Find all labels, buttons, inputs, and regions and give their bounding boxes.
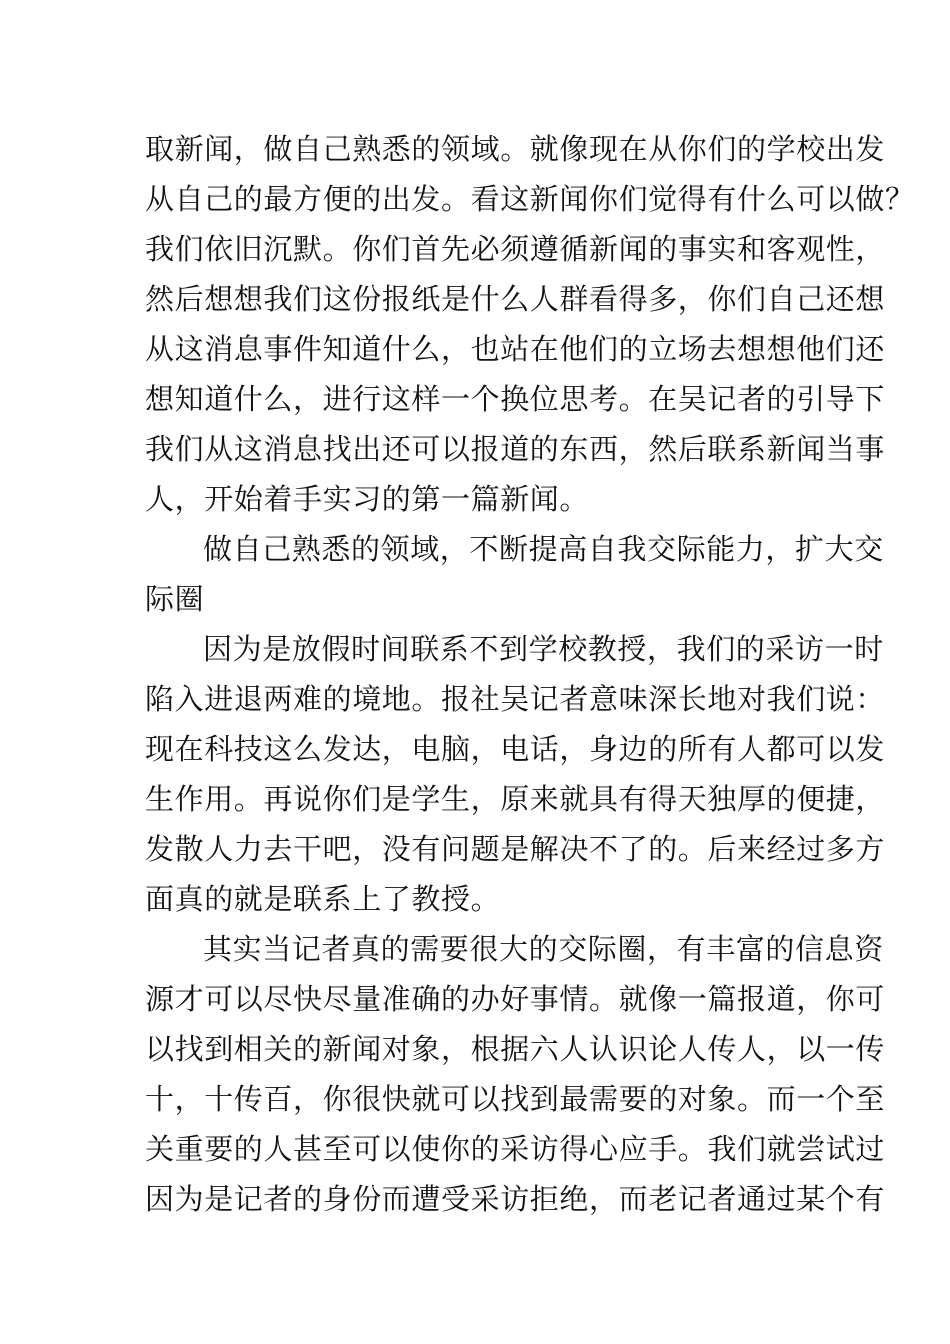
paragraph-4-line-5: 关重要的人甚至可以使你的采访得心应手。我们就尝试过: [145, 1132, 886, 1166]
paragraph-1-line-8: 人，开始着手实习的第一篇新闻。: [145, 482, 590, 516]
paragraph-3-line-6: 面真的就是联系上了教授。: [145, 882, 501, 916]
paragraph-3-line-1: 因为是放假时间联系不到学校教授，我们的采访一时: [203, 632, 884, 666]
paragraph-1-line-6: 想知道什么，进行这样一个换位思考。在吴记者的引导下: [145, 382, 886, 416]
paragraph-2-line-1: 做自己熟悉的领域，不断提高自我交际能力，扩大交: [203, 532, 884, 566]
paragraph-1-line-4: 然后想想我们这份报纸是什么人群看得多，你们自己还想: [145, 282, 886, 316]
paragraph-4-line-2: 源才可以尽快尽量准确的办好事情。就像一篇报道，你可: [145, 982, 886, 1016]
paragraph-2-line-2: 际圈: [145, 582, 205, 616]
paragraph-1-line-1: 取新闻，做自己熟悉的领域。就像现在从你们的学校出发: [145, 132, 886, 166]
paragraph-3-line-5: 发散人力去干吧，没有问题是解决不了的。后来经过多方: [145, 832, 886, 866]
paragraph-1-line-2: 从自己的最方便的出发。看这新闻你们觉得有什么可以做？: [145, 182, 915, 216]
paragraph-1-line-7: 我们从这消息找出还可以报道的东西，然后联系新闻当事: [145, 432, 886, 466]
paragraph-3-line-2: 陷入进退两难的境地。报社吴记者意味深长地对我们说：: [145, 682, 886, 716]
paragraph-3-line-3: 现在科技这么发达，电脑，电话，身边的所有人都可以发: [145, 732, 886, 766]
paragraph-1-line-3: 我们依旧沉默。你们首先必须遵循新闻的事实和客观性，: [145, 232, 886, 266]
paragraph-4-line-4: 十，十传百，你很快就可以找到最需要的对象。而一个至: [145, 1082, 886, 1116]
paragraph-1-line-5: 从这消息事件知道什么，也站在他们的立场去想想他们还: [145, 332, 886, 366]
paragraph-4-line-6: 因为是记者的身份而遭受采访拒绝，而老记者通过某个有: [145, 1182, 886, 1216]
paragraph-3-line-4: 生作用。再说你们是学生，原来就具有得天独厚的便捷，: [145, 782, 886, 816]
paragraph-4-line-3: 以找到相关的新闻对象，根据六人认识论人传人，以一传: [145, 1032, 886, 1066]
paragraph-4-line-1: 其实当记者真的需要很大的交际圈，有丰富的信息资: [203, 932, 884, 966]
